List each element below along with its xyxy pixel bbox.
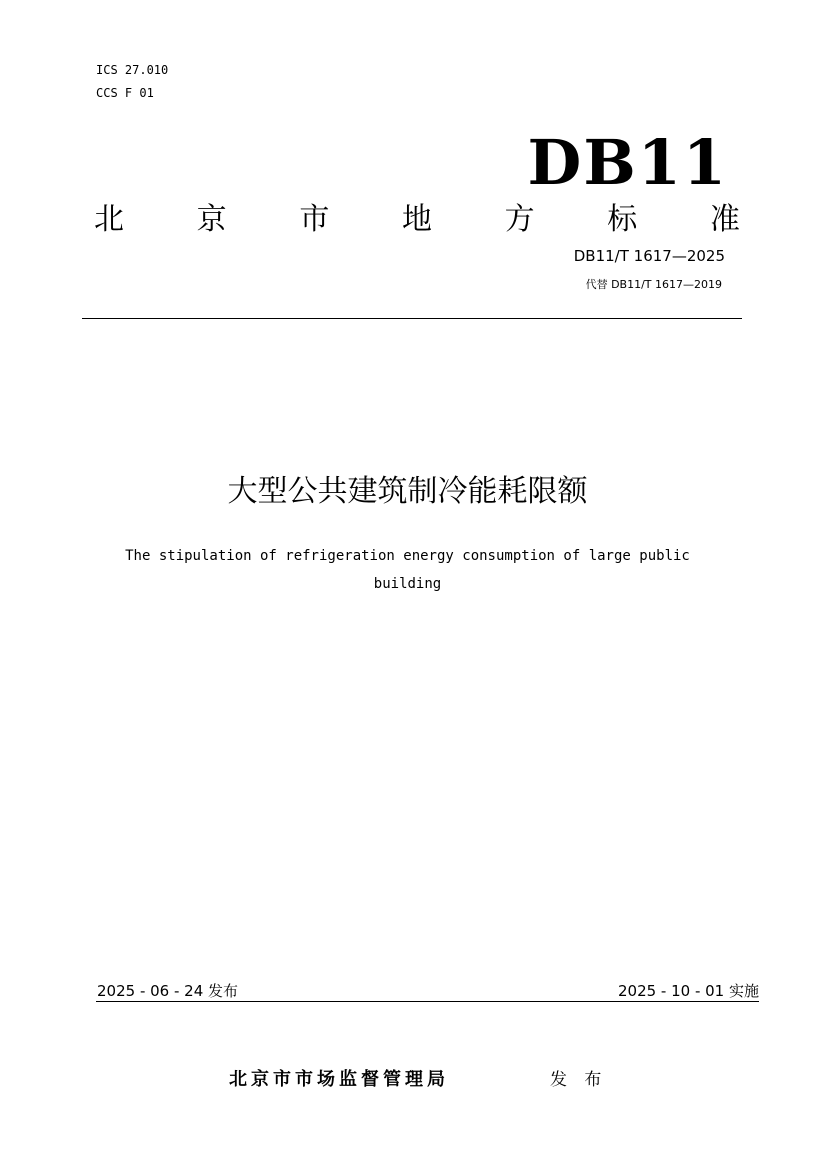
db11-logo: DB11 [527, 126, 728, 199]
org-title-char: 市 [299, 202, 330, 237]
implementation-date: 2025 - 10 - 01 实施 [617, 982, 759, 1000]
issue-label: 发 布 [550, 1070, 608, 1090]
org-title-char: 准 [709, 202, 740, 237]
document-title-chinese: 大型公共建筑制冷能耗限额 [227, 474, 588, 509]
org-title-char: 京 [196, 202, 227, 237]
org-title-char: 标 [607, 202, 638, 237]
document-title-english: The stipulation of refrigeration energy consumption of large public building [125, 548, 690, 592]
ccs-code: CCS F 01 [96, 86, 154, 100]
issuing-authority: 北京市市场监督管理局 [229, 1069, 449, 1090]
org-title [94, 200, 740, 240]
org-title-char: 方 [504, 202, 535, 237]
header-divider [82, 318, 742, 319]
ics-code: ICS 27.010 [96, 63, 169, 77]
standard-number: DB11/T 1617—2025 [573, 247, 725, 265]
org-title-char: 北 [94, 202, 124, 237]
replaces-standard: 代替 DB11/T 1617—2019 [585, 278, 722, 291]
issue-date: 2025 - 06 - 24 发布 [97, 982, 239, 1000]
org-title-char: 地 [401, 202, 432, 237]
date-divider [96, 1001, 759, 1002]
